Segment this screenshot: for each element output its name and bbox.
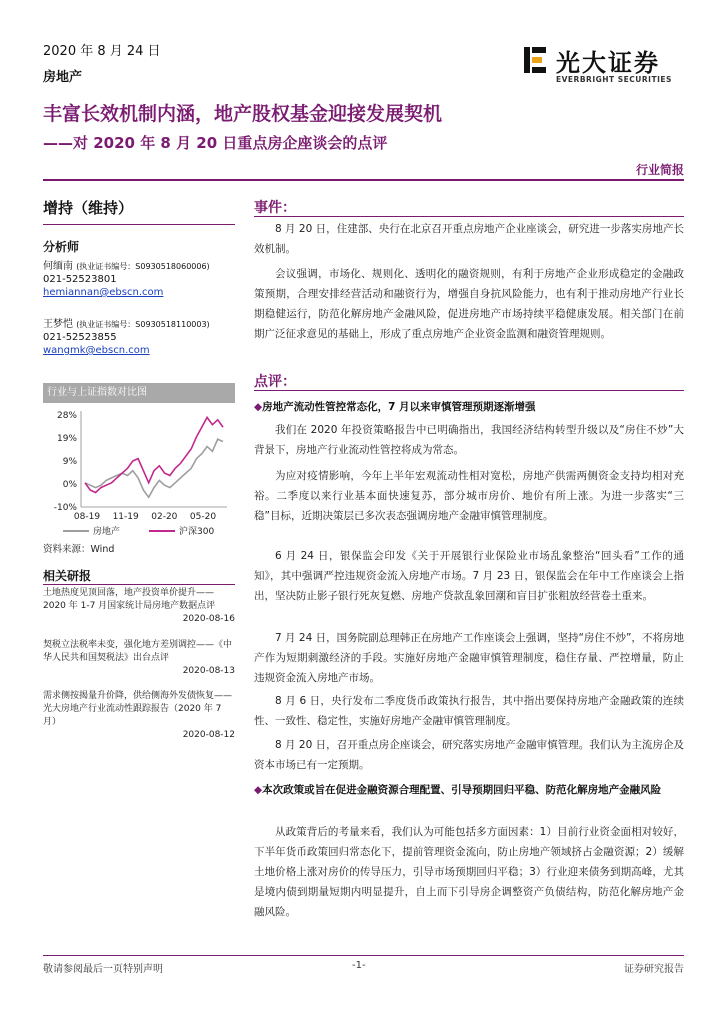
diamond-bullet-icon: ◆	[254, 401, 263, 413]
page-number: -1-	[352, 960, 366, 971]
comment-paragraph: 为应对疫情影响，今年上半年宏观流动性相对宽松，房地产供需两侧资金支持均相对充裕。二季度以来行业基本面快速复苏，部分城市房价、地价有所上涨。为进一步落实“三稳”目标，近期决策层已多次表态强调房地产金融审慎管理制度。	[254, 470, 684, 522]
y-tick-label: -10%	[53, 503, 77, 513]
legend-label: 沪深300	[179, 527, 215, 537]
footer-disclaimer: 敬请参阅最后一页特别声明	[43, 964, 163, 975]
analyst-cert: (执业证书编号：S0930518060006)	[76, 262, 210, 271]
comment-paragraph: 6 月 24 日，银保监会印发《关于开展银行业保险业市场乱象整治“回头看”工作的通知》，其中强调严控违规资金流入房地产市场。7 月 23 日，银保监会在年中工作座谈会上指出，坚决防止影子银行死灰复燃、房地产贷款乱象回潮和盲目扩张粗放经营卷土重来。	[254, 550, 684, 602]
research-date: 2020-08-13	[182, 666, 235, 676]
analyst-email[interactable]: wangmk@ebscn.com	[43, 345, 150, 356]
research-heading: 相关研报	[43, 569, 92, 583]
comment-paragraph: 8 月 20 日，召开重点房企座谈会，研究落实房地产金融审慎管理。我们认为主流房企及资本市场已有一定预期。	[254, 739, 684, 771]
research-item[interactable]	[43, 639, 235, 678]
research-divider	[43, 584, 235, 585]
comment-heading: 点评：	[254, 374, 296, 390]
sector-label: 房地产	[43, 70, 83, 85]
sidebar-divider	[43, 224, 235, 225]
footer-divider	[43, 955, 684, 956]
research-item[interactable]	[43, 690, 235, 742]
research-date: 2020-08-12	[182, 730, 235, 740]
final-paragraph: 从政策背后的考量来看，我们认为可能包括多方面因素：1）目前行业资金面相对较好，下半年货币政策回归常态化下，提前管理资金流向，防止房地产领域挤占金融资源；2）缓解土地价格上涨对房价的传导压力，引导市场预期回归平稳；3）行业迎来债务到期高峰，尤其是境内债到期量短期内明显提升，自上而下引导房企调整资产负债结构，防范化解房地产金融风险。	[254, 826, 684, 918]
chart-plot	[43, 403, 235, 558]
footer-report-label: 证券研究报告	[624, 964, 684, 975]
legend-label: 房地产	[93, 527, 121, 537]
analyst-block	[43, 318, 210, 357]
analyst-phone: 021-52523855	[43, 332, 117, 343]
x-tick-label: 02-20	[151, 512, 178, 522]
key-point-text: 本次政策或旨在促进金融资源合理配置、引导预期回归平稳、防范化解房地产金融风险	[262, 784, 662, 796]
rating: 增持（维持）	[43, 199, 134, 217]
y-tick-label: 19%	[56, 434, 77, 444]
research-item[interactable]	[43, 587, 235, 626]
y-tick-label: 9%	[62, 457, 77, 467]
key-point-text: 房地产流动性管控常态化，7 月以来审慎管理预期逐渐增强	[262, 401, 536, 413]
report-title: 丰富长效机制内涵，地产股权基金迎接发展契机	[43, 103, 443, 125]
event-divider	[254, 216, 684, 217]
report-type: 行业简报	[635, 163, 684, 177]
report-subtitle: ——对 2020 年 8 月 20 日重点房企座谈会的点评	[43, 134, 388, 152]
y-tick-label: 28%	[56, 411, 77, 421]
comment-paragraph: 我们在 2020 年投资策略报告中已明确指出，我国经济结构转型升级以及“房住不炒”大背景下，房地产行业流动性管控将成为常态。	[254, 424, 684, 456]
analyst-cert: (执业证书编号：S0930518110003)	[76, 320, 210, 329]
analyst-heading: 分析师	[43, 240, 80, 254]
research-title: 土地热度见顶回落，地产投资单价提升——2020 年 1-7 月国家统计局房地产数据点评	[43, 588, 216, 611]
analyst-name: 何缅南	[43, 261, 73, 272]
event-paragraph: 会议强调，市场化、规则化、透明化的融资规则，有利于房地产企业形成稳定的金融政策预期，合理安排经营活动和融资行为，增强自身抗风险能力，也有利于推动房地产行业长期稳健运行，防范化解房地产金融风险，促进房地产市场持续平稳健康发展。相关部门在前期广泛征求意见的基础上，形成了重点房地产企业资金监测和融资管理规则。	[254, 268, 684, 340]
research-title: 需求侧按揭量升价降，供给侧海外发债恢复——光大房地产行业流动性跟踪报告（2020 年 7 月）	[43, 691, 233, 727]
diamond-bullet-icon: ◆	[254, 784, 263, 796]
analyst-name: 王梦恺	[43, 319, 73, 330]
header-divider	[43, 179, 684, 181]
logo-text-cn: 光大证券	[556, 49, 660, 77]
index-comparison-chart	[43, 383, 235, 558]
comment-paragraph: 8 月 6 日，央行发布二季度货币政策执行报告，其中指出要保持房地产金融政策的连续性、一致性、稳定性，实施好房地产金融审慎管理制度。	[254, 695, 684, 727]
comment-divider	[254, 390, 684, 391]
chart-title: 行业与上证指数对比图	[43, 383, 235, 403]
analyst-block	[43, 260, 210, 299]
company-logo	[522, 43, 692, 93]
series-line	[85, 439, 223, 497]
key-point	[254, 781, 684, 800]
key-point	[254, 398, 684, 417]
x-tick-label: 05-20	[189, 512, 217, 522]
event-paragraph: 8 月 20 日，住建部、央行在北京召开重点房地产企业座谈会，研究进一步落实房地产长效机制。	[254, 223, 684, 255]
research-date: 2020-08-16	[182, 614, 235, 624]
logo-text-en: EVERBRIGHT SECURITIES	[556, 75, 672, 84]
chart-source: 资料来源：Wind	[43, 544, 115, 555]
research-title: 契税立法税率未变，强化地方差别调控——《中华人民共和国契税法》出台点评	[43, 640, 233, 663]
analyst-phone: 021-52523801	[43, 274, 117, 285]
logo-mark-icon	[522, 43, 548, 77]
y-tick-label: 0%	[62, 480, 77, 490]
analyst-email[interactable]: hemiannan@ebscn.com	[43, 287, 164, 298]
comment-paragraph: 7 月 24 日，国务院副总理韩正在房地产工作座谈会上强调，坚持“房住不炒”，不将房地产作为短期刺激经济的手段。实施好房地产金融审慎管理制度，稳住存量、严控增量，防止违规资金流入房地产市场。	[254, 632, 684, 684]
x-tick-label: 11-19	[112, 512, 139, 522]
event-heading: 事件：	[254, 200, 296, 216]
report-date: 2020 年 8 月 24 日	[43, 44, 161, 59]
x-tick-label: 08-19	[73, 512, 101, 522]
